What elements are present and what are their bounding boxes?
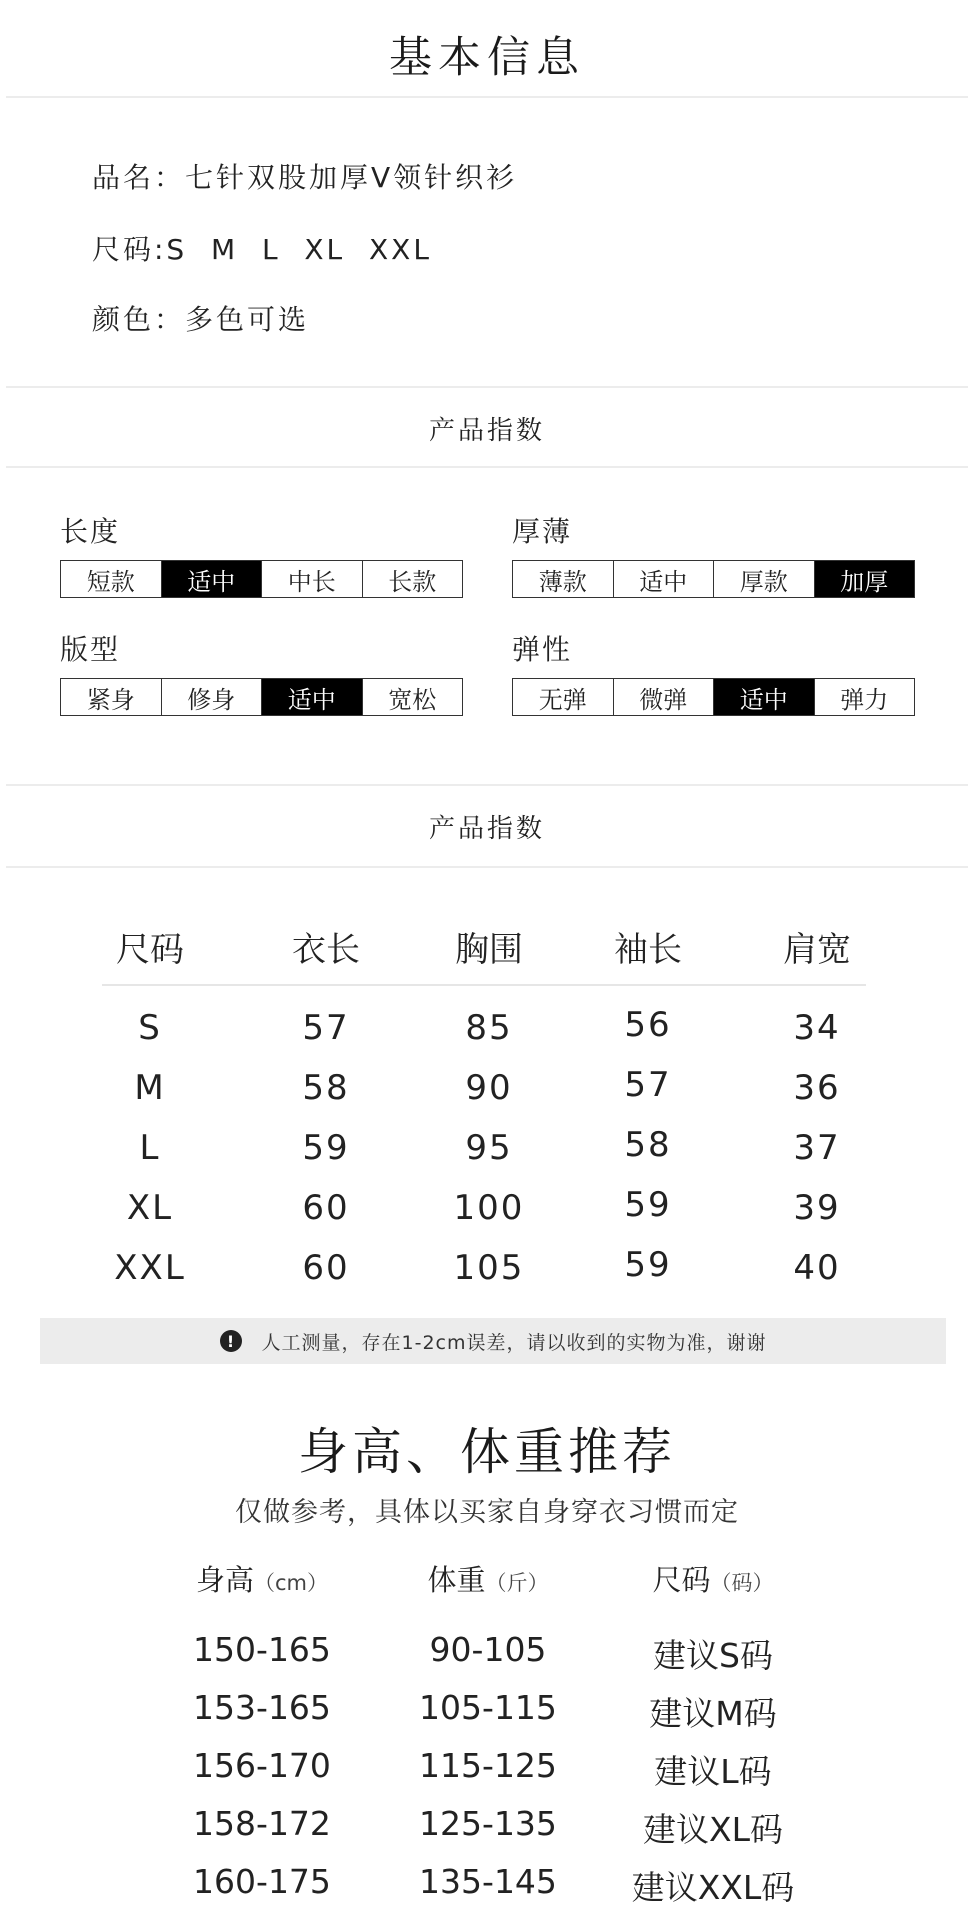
size-table-cell: 37 bbox=[793, 1128, 841, 1168]
size-table-cell: 40 bbox=[793, 1248, 841, 1288]
size-table-cell: 58 bbox=[624, 1125, 672, 1165]
recommend-cell: 158-172 bbox=[193, 1804, 331, 1843]
recommend-header bbox=[368, 1558, 608, 1599]
metric-option: 适中 bbox=[613, 561, 714, 597]
recommend-cell: 建议L码 bbox=[654, 1752, 772, 1791]
size-table-header: 肩宽 bbox=[783, 930, 851, 970]
metric-option: 薄款 bbox=[538, 567, 587, 596]
recommend-header-unit: （码） bbox=[710, 1571, 774, 1595]
metric-option-selected: 适中 bbox=[161, 561, 262, 597]
metric-scale bbox=[60, 678, 463, 716]
size-line: 尺码:S M L XL XXL bbox=[92, 233, 432, 266]
divider bbox=[6, 96, 968, 98]
size-table-cell: 105 bbox=[453, 1248, 525, 1288]
size-table-cell: XL bbox=[126, 1188, 174, 1228]
recommend-subtitle: 仅做参考，具体以买家自身穿衣习惯而定 bbox=[235, 1497, 739, 1528]
size-table-cell: 57 bbox=[302, 1008, 350, 1048]
recommend-cell: 150-165 bbox=[193, 1630, 331, 1669]
size-table-header: 袖长 bbox=[614, 930, 682, 970]
recommend-cell: 135-145 bbox=[419, 1862, 557, 1901]
recommend-header bbox=[593, 1558, 833, 1599]
recommend-cell: 125-135 bbox=[419, 1804, 557, 1843]
measurement-note bbox=[40, 1318, 946, 1364]
size-table-cell: 95 bbox=[465, 1128, 513, 1168]
metric-label: 厚薄 bbox=[512, 515, 573, 548]
size-table-cell: 85 bbox=[465, 1008, 513, 1048]
recommend-cell: 153-165 bbox=[193, 1688, 331, 1727]
recommend-header-label: 体重 bbox=[427, 1563, 486, 1597]
size-table-cell: 60 bbox=[302, 1248, 350, 1288]
size-table-cell: 39 bbox=[793, 1188, 841, 1228]
metric-option: 长款 bbox=[362, 561, 463, 597]
recommend-cell: 90-105 bbox=[429, 1630, 547, 1669]
metric-scale bbox=[60, 560, 463, 598]
divider bbox=[6, 466, 968, 468]
metric-scale bbox=[512, 678, 915, 716]
size-table-header: 胸围 bbox=[455, 930, 523, 970]
size-table-header: 尺码 bbox=[116, 930, 184, 970]
metric-option-selected: 适中 bbox=[713, 679, 814, 715]
metric-option: 无弹 bbox=[538, 685, 587, 714]
metric-label: 弹性 bbox=[512, 633, 573, 666]
recommend-cell: 160-175 bbox=[193, 1862, 331, 1901]
recommend-cell: 建议S码 bbox=[653, 1636, 773, 1675]
divider bbox=[6, 866, 968, 868]
size-table-cell: 90 bbox=[465, 1068, 513, 1108]
recommend-header-unit: （斤） bbox=[485, 1571, 549, 1595]
size-table-cell: 59 bbox=[624, 1185, 672, 1225]
metric-option: 厚款 bbox=[713, 561, 814, 597]
recommend-cell: 建议XXL码 bbox=[631, 1868, 795, 1907]
recommend-cell: 156-170 bbox=[193, 1746, 331, 1785]
size-table-cell: 36 bbox=[793, 1068, 841, 1108]
size-table-title: 产品指数 bbox=[428, 814, 545, 844]
page-title: 基本信息 bbox=[389, 33, 585, 83]
size-table-cell: 57 bbox=[624, 1065, 672, 1105]
metric-scale bbox=[512, 560, 915, 598]
metric-option: 短款 bbox=[86, 567, 135, 596]
measurement-note-text: 人工测量，存在1-2cm误差，请以收到的实物为准，谢谢 bbox=[261, 1331, 767, 1354]
exclamation-circle-icon: ! bbox=[220, 1330, 242, 1352]
recommend-title: 身高、体重推荐 bbox=[298, 1423, 676, 1481]
recommend-header-label: 身高 bbox=[195, 1563, 254, 1597]
size-table-cell: 100 bbox=[453, 1188, 525, 1228]
metric-label: 长度 bbox=[60, 515, 121, 548]
size-table-cell: 60 bbox=[302, 1188, 350, 1228]
recommend-header bbox=[142, 1558, 382, 1599]
metric-option: 微弹 bbox=[613, 679, 714, 715]
size-table-header: 衣长 bbox=[292, 930, 360, 970]
table-header-divider bbox=[102, 984, 866, 986]
recommend-cell: 建议M码 bbox=[649, 1694, 777, 1733]
size-table-cell: L bbox=[139, 1128, 161, 1168]
metric-option: 修身 bbox=[161, 679, 262, 715]
size-table-cell: 59 bbox=[302, 1128, 350, 1168]
metric-option: 紧身 bbox=[86, 685, 135, 714]
divider bbox=[6, 784, 968, 786]
recommend-header-unit: （cm） bbox=[254, 1571, 329, 1595]
metric-label: 版型 bbox=[60, 633, 121, 666]
size-table-cell: 58 bbox=[302, 1068, 350, 1108]
divider bbox=[6, 386, 968, 388]
recommend-cell: 105-115 bbox=[419, 1688, 557, 1727]
size-table-cell: 56 bbox=[624, 1005, 672, 1045]
size-table-cell: 59 bbox=[624, 1245, 672, 1285]
metric-option: 弹力 bbox=[814, 679, 915, 715]
metric-option-selected: 加厚 bbox=[814, 561, 915, 597]
size-table-cell: M bbox=[134, 1068, 166, 1108]
color-line: 颜色：多色可选 bbox=[92, 303, 310, 336]
size-table-cell: 34 bbox=[793, 1008, 841, 1048]
metric-option-selected: 适中 bbox=[261, 679, 362, 715]
size-table-cell: S bbox=[138, 1008, 162, 1048]
product-index-title: 产品指数 bbox=[428, 416, 545, 446]
metric-option: 宽松 bbox=[362, 679, 463, 715]
metric-option: 中长 bbox=[261, 561, 362, 597]
recommend-cell: 建议XL码 bbox=[643, 1810, 783, 1849]
product-name-line: 品名：七针双股加厚V领针织衫 bbox=[92, 161, 518, 194]
recommend-cell: 115-125 bbox=[419, 1746, 557, 1785]
recommend-header-label: 尺码 bbox=[652, 1563, 711, 1597]
size-table-cell: XXL bbox=[114, 1248, 186, 1288]
